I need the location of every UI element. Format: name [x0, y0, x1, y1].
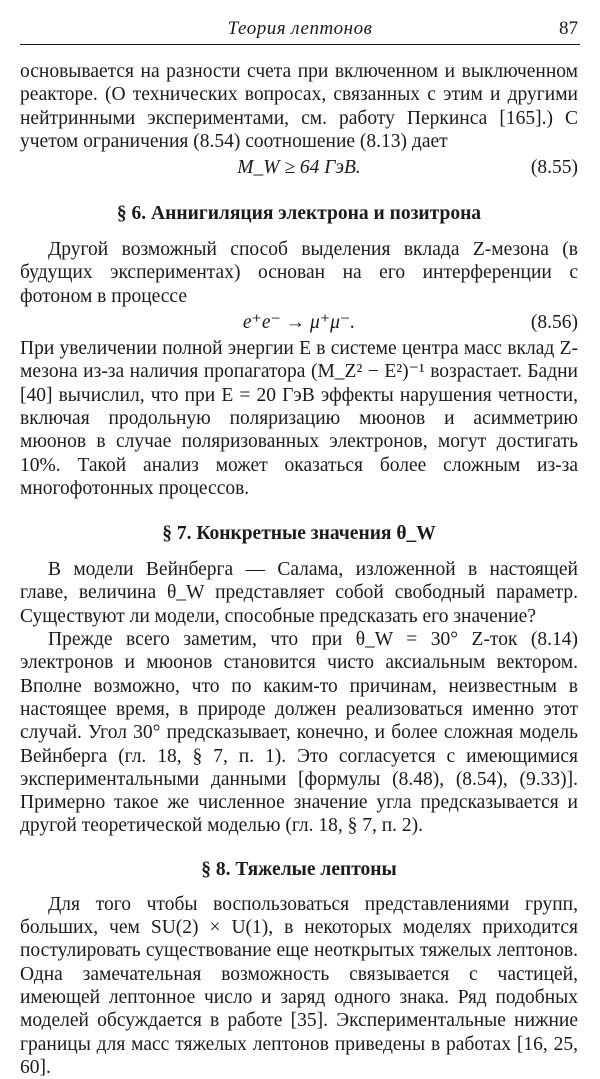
running-title: Теория лептонов — [227, 18, 373, 39]
section-heading-6: § 6. Аннигиляция электрона и позитрона — [116, 203, 482, 225]
paragraph: При увеличении полной энергии E в системе центра масс вклад Z-мезона из-за наличия пропагатора (M_Z² − E²)⁻¹ возрастает. Бадни [40] вычислил, что при E = 20 ГэВ эффекты нарушения четности, включая продольную поляризацию мюонов и асимметрию мюонов в случае поляризованных электронов, могут достигать 10%. Такой анализ может оказаться более сложным из-за многофотонных процессов. — [20, 338, 578, 499]
equation-expression: e⁺e⁻ → μ⁺μ⁻. — [242, 312, 356, 334]
paragraph: В модели Вейнберга — Салама, изложенной в настоящей главе, величина θ_W представляет собой свободный параметр. Существуют ли модели, способные предсказать его значение? — [20, 559, 578, 627]
equation-number: (8.55) — [530, 157, 578, 179]
section-heading-8: § 8. Тяжелые лептоны — [201, 858, 397, 880]
equation-number: (8.56) — [530, 312, 578, 334]
paragraph-continued: основывается на разности счета при включенном и выключенном реакторе. (О технических вопросах, связанных с этим и другими нейтринными экспериментами, см. работу Перкинса [165].) С учетом ограничения (8.54) соотношение (8.13) дает — [20, 61, 578, 152]
paragraph: Для того чтобы воспользоваться представлениями групп, больших, чем SU(2) × U(1), в некоторых моделях приходится постулировать существование еще неоткрытых тяжелых лептонов. Одна замечательная возможность связывается с частицей, имеющей лептонное число и заряд одного знака. Ряд подобных моделей обсуждается в работе [35]. Экспериментальные нижние границы для масс тяжелых лептонов приведены в работах [16, 25, 60]. — [20, 893, 578, 1078]
equation-8-56 — [20, 308, 578, 337]
section-heading-7: § 7. Конкретные значения θ_W — [162, 523, 436, 545]
equation-expression: M_W ≥ 64 ГэВ. — [237, 157, 361, 179]
running-header — [20, 14, 580, 45]
equation-8-55 — [20, 153, 578, 182]
body-text — [20, 60, 578, 1079]
paragraph: Другой возможный способ выделения вклада Z-мезона (в будущих экспериментах) основан на его интерференции с фотоном в процессе — [20, 239, 578, 307]
paragraph: Прежде всего заметим, что при θ_W = 30° Z-ток (8.14) электронов и мюонов становится чисто аксиальным вектором. Вполне возможно, что по каким-то причинам, неизвестным в настоящее время, в природе должен реализоваться именно этот случай. Угол 30° предсказывает, конечно, и более сложная модель Вейнберга (гл. 18, § 7, п. 1). Это согласуется с имеющимися экспериментальными данными [формулы (8.48), (8.54), (9.33)]. Примерно такое же численное значение угла предсказывается и другой теоретической моделью (гл. 18, § 7, п. 2). — [20, 629, 578, 837]
page-number: 87 — [559, 18, 578, 39]
